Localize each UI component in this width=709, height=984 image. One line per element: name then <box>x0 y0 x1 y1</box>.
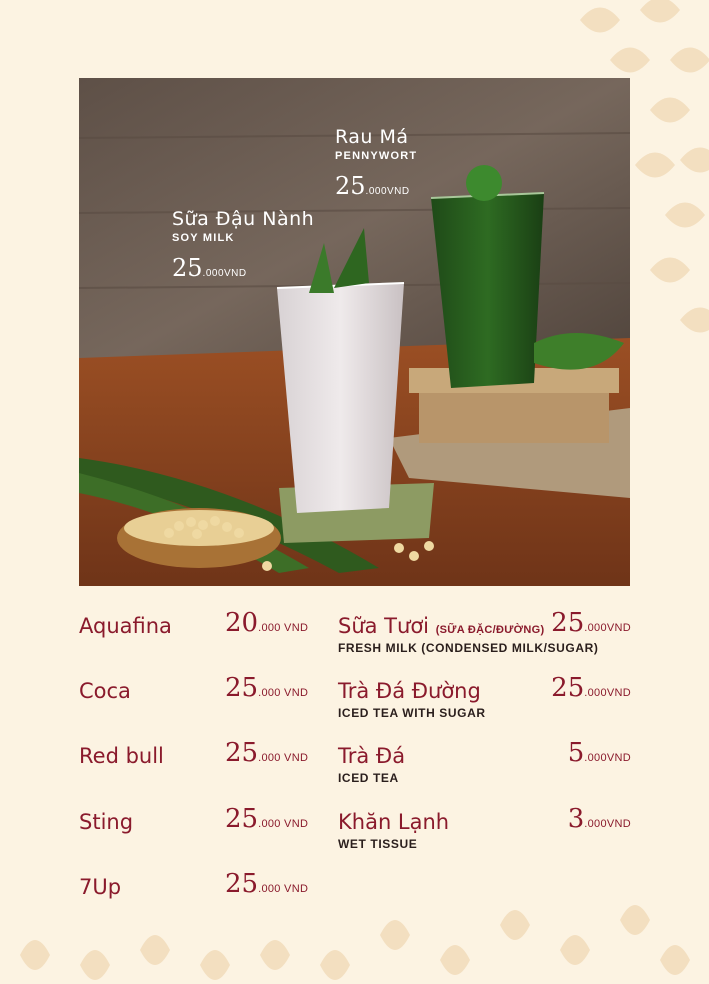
item-price <box>551 673 631 703</box>
price-main: 25 <box>225 869 259 899</box>
item-price <box>568 738 631 768</box>
item-name: Coca <box>79 679 131 703</box>
menu-item <box>79 679 131 703</box>
menu-item <box>79 810 133 834</box>
featured-price <box>172 254 314 282</box>
item-price <box>225 738 308 768</box>
leaf-pattern-bottom <box>0 905 709 984</box>
featured-price-main: 25 <box>172 254 203 282</box>
item-name: Khăn Lạnh <box>338 810 450 834</box>
price-main: 25 <box>225 738 259 768</box>
item-name: Red bull <box>79 744 164 768</box>
item-price <box>568 804 631 834</box>
item-price <box>225 869 308 899</box>
price-main: 25 <box>551 673 585 703</box>
menu-item <box>338 679 486 720</box>
featured-name-en: SOY MILK <box>172 232 235 244</box>
item-name-en: ICED TEA WITH SUGAR <box>338 706 486 720</box>
price-main: 3 <box>567 804 585 834</box>
price-suffix: .000 VND <box>258 752 309 764</box>
price-suffix: .000VND <box>584 622 631 634</box>
price-main: 20 <box>225 608 259 638</box>
featured-price <box>335 172 417 200</box>
item-name: Trà Đá Đường <box>338 679 481 703</box>
featured-name-vn: Rau Má <box>335 126 409 148</box>
item-name: Sting <box>79 810 134 834</box>
item-name-en: WET TISSUE <box>338 837 418 851</box>
price-main: 25 <box>225 673 259 703</box>
price-main: 25 <box>225 804 259 834</box>
item-name: Trà Đá <box>338 744 406 768</box>
item-price <box>225 673 308 703</box>
price-suffix: .000 VND <box>258 622 309 634</box>
featured-price-suffix: .000VND <box>202 268 247 279</box>
item-name-en: ICED TEA <box>338 771 399 785</box>
menu-item <box>338 744 405 785</box>
featured-price-suffix: .000VND <box>365 186 410 197</box>
menu-item <box>79 614 172 638</box>
price-suffix: .000VND <box>584 818 631 830</box>
item-price <box>225 804 308 834</box>
price-suffix: .000 VND <box>258 883 309 895</box>
item-name: Aquafina <box>79 614 172 638</box>
item-name-vn: Sữa Tươi <box>338 614 430 638</box>
price-suffix: .000 VND <box>258 687 309 699</box>
menu-item <box>79 875 121 899</box>
featured-name-vn: Sữa Đậu Nành <box>172 208 315 230</box>
price-suffix: .000VND <box>584 687 631 699</box>
item-name-note: (SỮA ĐẶC/ĐƯỜNG) <box>435 624 545 636</box>
item-price <box>225 608 308 638</box>
item-name: 7Up <box>79 875 122 899</box>
menu-item <box>338 810 449 851</box>
price-main: 5 <box>567 738 585 768</box>
item-name-en: FRESH MILK (CONDENSED MILK/SUGAR) <box>338 641 599 655</box>
price-main: 25 <box>551 608 585 638</box>
price-suffix: .000 VND <box>258 818 309 830</box>
featured-soy-milk <box>172 208 314 282</box>
featured-name-en: PENNYWORT <box>335 150 418 162</box>
featured-price-main: 25 <box>335 172 366 200</box>
drinks-photo <box>79 78 630 586</box>
item-price <box>551 608 631 638</box>
menu-item <box>79 744 164 768</box>
price-suffix: .000VND <box>584 752 631 764</box>
featured-pennywort <box>335 126 417 200</box>
